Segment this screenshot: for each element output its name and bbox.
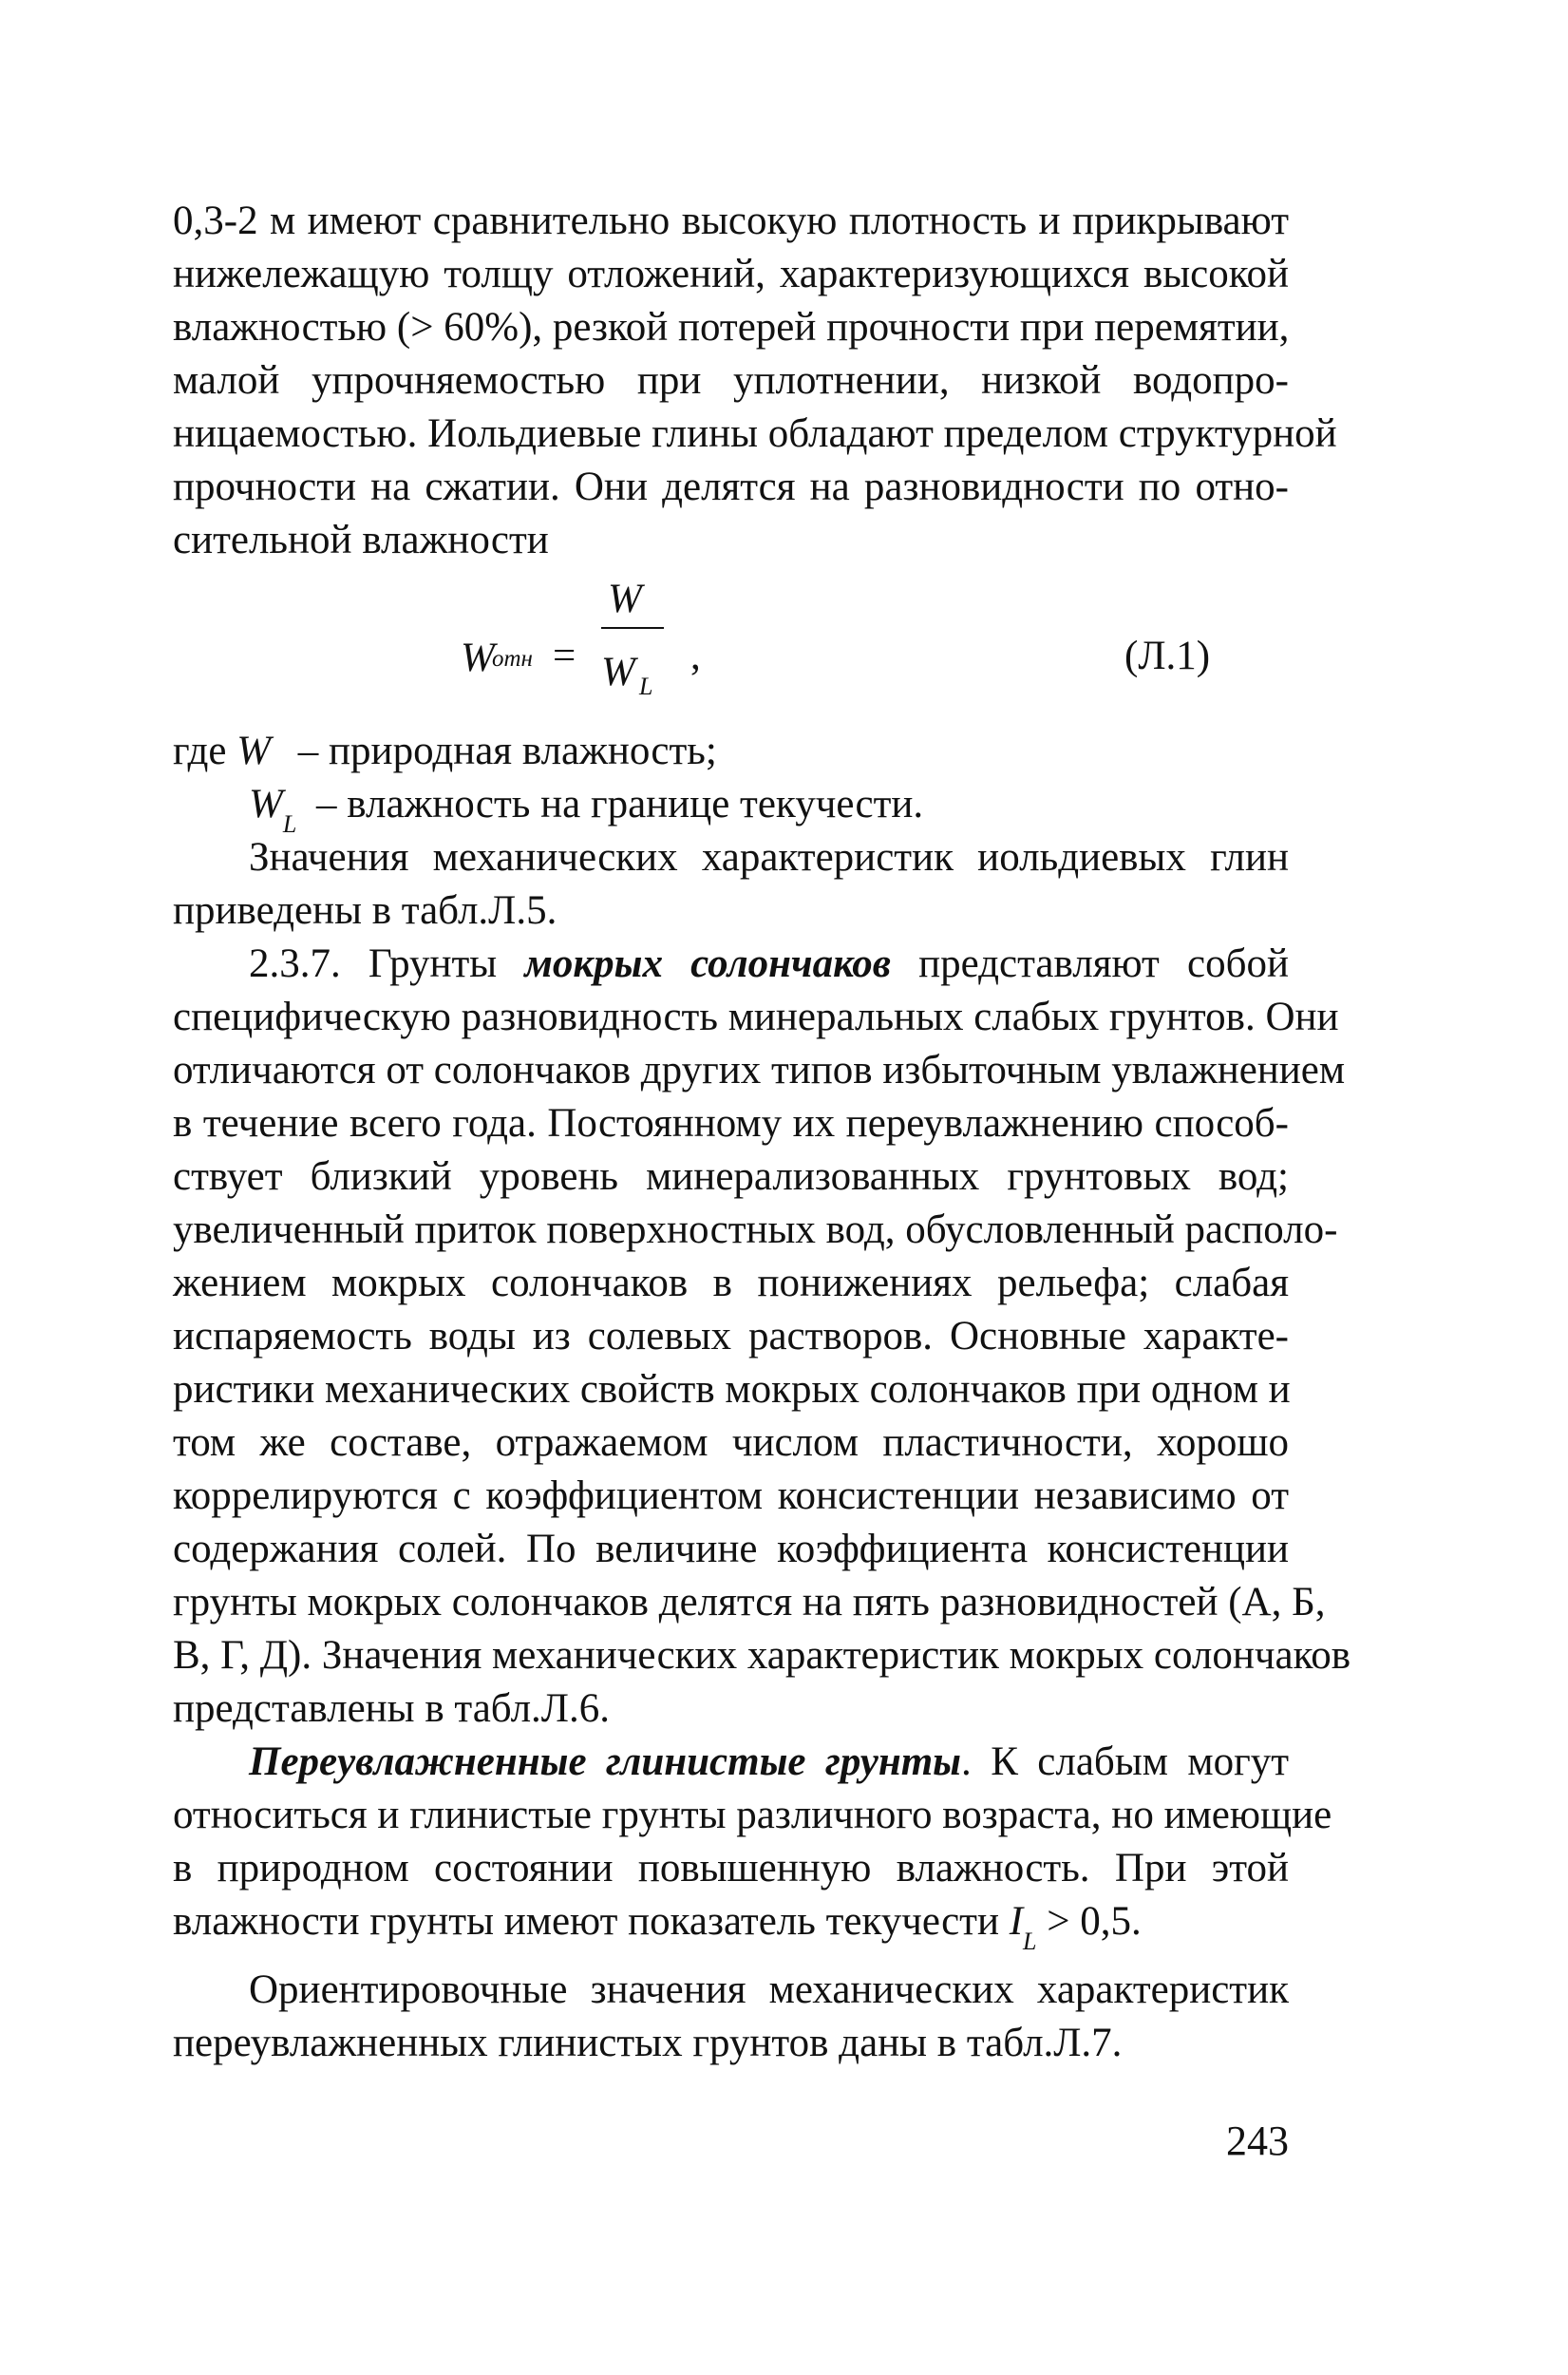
text-line: ницаемостью. Иольдиевые глины обладают пределом структурной	[173, 411, 1337, 456]
para4-tail: . К слабым могут	[961, 1739, 1289, 1784]
para4-emphasis: Переувлажненные глинистые грунты	[249, 1739, 961, 1784]
text-line: грунты мокрых солончаков делятся на пять разновидностей (А, Б,	[173, 1580, 1326, 1624]
formula-lhs-subscript: отн	[492, 646, 533, 672]
where-prefix: где	[173, 729, 227, 773]
formula-equals: =	[553, 634, 576, 678]
text-line: испаряемость воды из солевых растворов. Основные характе-	[173, 1314, 1289, 1358]
text-line: прочности на сжатии. Они делятся на разновидности по отно-	[173, 465, 1289, 509]
text-line: нижележащую толщу отложений, характеризующихся высокой	[173, 252, 1289, 296]
where-line-w	[173, 725, 1289, 778]
symbol-wl: W	[249, 782, 283, 826]
text-line: ствует близкий уровень минерализованных грунтовых вод;	[173, 1154, 1289, 1199]
where-wl-text: – влажность на границе текучести.	[316, 782, 924, 826]
text-line: относиться и глинистые грунты различного возраста, но имеющие	[173, 1793, 1332, 1837]
formula-denominator: W	[601, 650, 635, 694]
text-line: том же составе, отражаемом числом пластичности, хорошо	[173, 1420, 1289, 1465]
text-line: 0,3-2 м имеют сравнительно высокую плотность и прикрывают	[173, 199, 1289, 243]
text-line: В, Г, Д). Значения механических характеристик мокрых солончаков	[173, 1633, 1351, 1678]
para4-first-line	[249, 1736, 1289, 1789]
text-line: влажностью (> 60%), резкой потерей прочности при перемятии,	[173, 305, 1290, 350]
symbol-wl-subscript: L	[282, 810, 297, 838]
para4-last-suffix: > 0,5.	[1047, 1899, 1142, 1944]
formula-label: (Л.1)	[1124, 634, 1211, 678]
text-line: ристики механических свойств мокрых солончаков при одном и	[173, 1367, 1291, 1412]
symbol-il-subscript: L	[1023, 1928, 1037, 1955]
para3-emphasis: мокрых солончаков	[524, 941, 891, 986]
para3-lead: 2.3.7. Грунты	[249, 941, 498, 986]
text-line: содержания солей. По величине коэффициента консистенции	[173, 1527, 1289, 1571]
para3-first-line	[249, 938, 1289, 991]
para4-last-prefix: влажности грунты имеют показатель текучести	[173, 1899, 999, 1944]
text-line: отличаются от солончаков других типов избыточным увлажнением	[173, 1048, 1346, 1092]
text-line: переувлажненных глинистых грунтов даны в табл.Л.7.	[173, 2021, 1123, 2065]
text-line: коррелируются с коэффициентом консистенции независимо от	[173, 1473, 1289, 1518]
where-line-wl	[249, 778, 1199, 836]
symbol-w: W	[236, 729, 272, 773]
text-line: жением мокрых солончаков в понижениях рельефа; слабая	[173, 1261, 1289, 1305]
where-w-text: – природная влажность;	[297, 729, 717, 773]
formula-lhs: W	[461, 636, 495, 680]
page-number: 243	[1226, 2118, 1289, 2164]
formula-denominator-subscript: L	[639, 673, 653, 700]
fraction-bar	[601, 627, 664, 629]
text-line: приведены в табл.Л.5.	[173, 888, 557, 933]
symbol-il: I	[1009, 1899, 1024, 1944]
formula-comma: ,	[690, 634, 701, 678]
text-line: в течение всего года. Постоянному их переувлажнению способ-	[173, 1101, 1289, 1146]
text-line: в природном состоянии повышенную влажность. При этой	[173, 1846, 1289, 1890]
formula-numerator: W	[608, 577, 642, 621]
para3-tail: представляют собой	[918, 941, 1289, 986]
text-line: Ориентировочные значения механических характеристик	[249, 1967, 1289, 2012]
text-line: Значения механических характеристик иольдиевых глин	[249, 835, 1289, 880]
text-line: сительной влажности	[173, 518, 549, 562]
text-line: специфическую разновидность минеральных слабых грунтов. Они	[173, 995, 1339, 1039]
para4-last-line	[173, 1895, 1289, 1953]
text-line: увеличенный приток поверхностных вод, обусловленный располо-	[173, 1207, 1338, 1252]
text-line: малой упрочняемостью при уплотнении, низкой водопро-	[173, 358, 1289, 403]
text-line: представлены в табл.Л.6.	[173, 1686, 610, 1731]
